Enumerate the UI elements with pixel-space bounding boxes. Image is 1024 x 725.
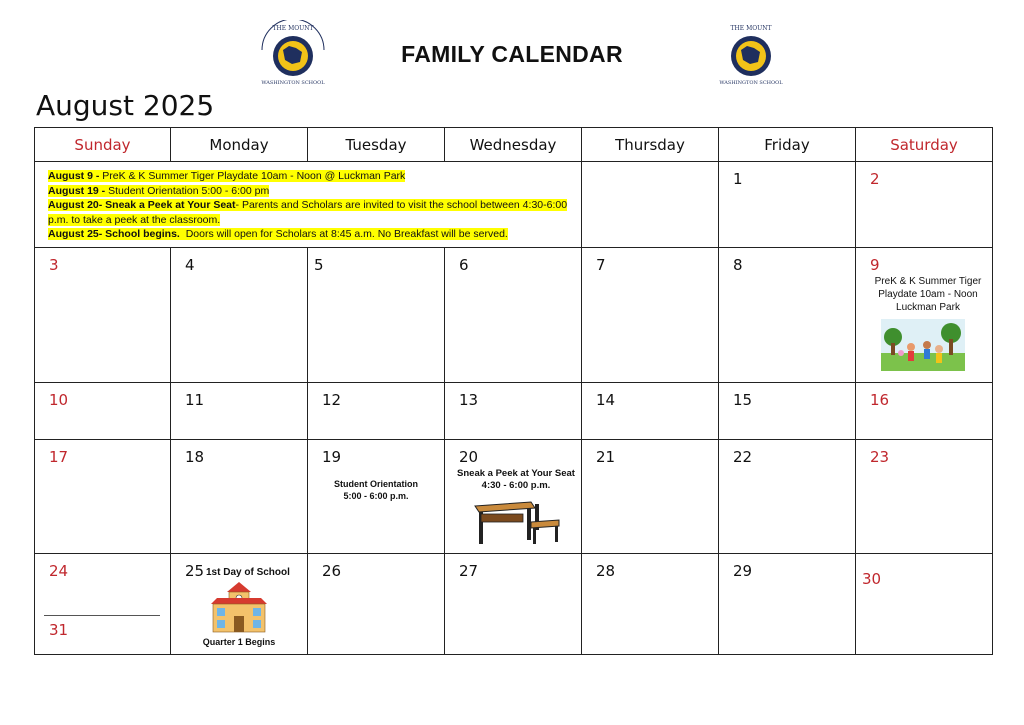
day-cell [35, 383, 171, 440]
calendar-grid [34, 127, 993, 655]
svg-text:WASHINGTON SCHOOL: WASHINGTON SCHOOL [261, 80, 325, 86]
svg-text:THE MOUNT: THE MOUNT [730, 25, 772, 32]
day-cell [582, 440, 719, 554]
day-number: 19 [322, 448, 342, 466]
day-cell [445, 554, 582, 655]
day-number: 1 [733, 170, 743, 188]
day-cell [719, 162, 856, 248]
day-number: 13 [459, 391, 479, 409]
day-cell [856, 554, 993, 655]
day-number: 5 [314, 256, 324, 274]
day-number: 18 [185, 448, 205, 466]
day-cell [308, 440, 445, 554]
day-cell [856, 162, 993, 248]
playdate-note: PreK & K Summer Tiger Playdate 10am - Noon Luckman Park [874, 276, 982, 313]
event-item: August 25- School begins. Doors will open for Scholars at 8:45 a.m. No Breakfast will be served. [48, 228, 508, 241]
weekday-sunday: Sunday [35, 128, 171, 162]
svg-text:WASHINGTON SCHOOL: WASHINGTON SCHOOL [719, 80, 783, 86]
day-number: 3 [49, 256, 59, 274]
day-cell [445, 383, 582, 440]
day-number: 31 [49, 621, 69, 639]
day-number: 15 [733, 391, 753, 409]
day-cell [171, 554, 308, 655]
day-cell [35, 554, 171, 655]
day-cell [445, 440, 582, 554]
day-number: 27 [459, 562, 479, 580]
week-row [35, 383, 993, 440]
day-number: 7 [596, 256, 606, 274]
day-cell [308, 383, 445, 440]
quarter-note: Quarter 1 Begins [202, 637, 276, 647]
week-row [35, 162, 993, 248]
weekday-friday: Friday [719, 128, 856, 162]
event-item: August 19 - Student Orientation 5:00 - 6:00 pm [48, 184, 270, 197]
day-cell [445, 248, 582, 383]
week-row [35, 554, 993, 655]
day-cell [582, 554, 719, 655]
day-number: 11 [185, 391, 205, 409]
event-item: August 9 - PreK & K Summer Tiger Playdate 10am - Noon @ Luckman Park [48, 170, 406, 182]
split-divider [44, 615, 160, 616]
day-cell [719, 248, 856, 383]
day-cell [719, 383, 856, 440]
weekday-monday: Monday [171, 128, 308, 162]
day-cell [856, 383, 993, 440]
school-desk-image [471, 496, 563, 546]
day-number: 9 [870, 256, 880, 274]
day-cell [308, 554, 445, 655]
day-cell [171, 383, 308, 440]
day-number: 17 [49, 448, 69, 466]
weekday-header-row [35, 128, 993, 162]
day-cell [308, 248, 445, 383]
day-number: 10 [49, 391, 69, 409]
week-row [35, 440, 993, 554]
first-day-note: 1st Day of School [206, 567, 290, 578]
day-number: 24 [49, 562, 69, 580]
playground-image [881, 319, 965, 371]
day-number: 23 [870, 448, 890, 466]
weekday-saturday: Saturday [856, 128, 993, 162]
day-cell-empty [582, 162, 719, 248]
weekday-wednesday: Wednesday [445, 128, 582, 162]
day-number: 12 [322, 391, 342, 409]
day-cell [856, 440, 993, 554]
day-number: 21 [596, 448, 616, 466]
day-number: 8 [733, 256, 743, 274]
day-number: 22 [733, 448, 753, 466]
school-building-image [209, 582, 269, 634]
day-cell [171, 248, 308, 383]
sneak-peek-note: Sneak a Peek at Your Seat 4:30 - 6:00 p.m. [457, 468, 575, 491]
day-number: 2 [870, 170, 880, 188]
day-number: 30 [862, 570, 882, 588]
page-title: FAMILY CALENDAR [401, 41, 623, 67]
orientation-note: Student Orientation 5:00 - 6:00 p.m. [334, 479, 418, 501]
day-cell [35, 440, 171, 554]
events-list [48, 169, 573, 242]
day-cell [856, 248, 993, 383]
day-cell [582, 248, 719, 383]
day-cell [719, 554, 856, 655]
svg-text:THE MOUNT: THE MOUNT [272, 25, 314, 32]
day-number: 29 [733, 562, 753, 580]
month-title: August 2025 [36, 89, 215, 122]
week-row [35, 248, 993, 383]
day-number: 28 [596, 562, 616, 580]
day-cell [582, 383, 719, 440]
day-number: 14 [596, 391, 616, 409]
events-summary-cell [35, 162, 582, 248]
day-cell [719, 440, 856, 554]
day-cell [171, 440, 308, 554]
event-item: August 20- Sneak a Peek at Your Seat- Parents and Scholars are invited to visit the school between 4:30-6:00 p.m. to take a peek at the classroom. [48, 199, 568, 226]
day-number: 20 [459, 448, 479, 466]
day-number: 25 [185, 562, 205, 580]
weekday-thursday: Thursday [582, 128, 719, 162]
day-number: 4 [185, 256, 195, 274]
day-number: 26 [322, 562, 342, 580]
weekday-tuesday: Tuesday [308, 128, 445, 162]
day-number: 6 [459, 256, 469, 274]
day-cell [35, 248, 171, 383]
day-number: 16 [870, 391, 890, 409]
